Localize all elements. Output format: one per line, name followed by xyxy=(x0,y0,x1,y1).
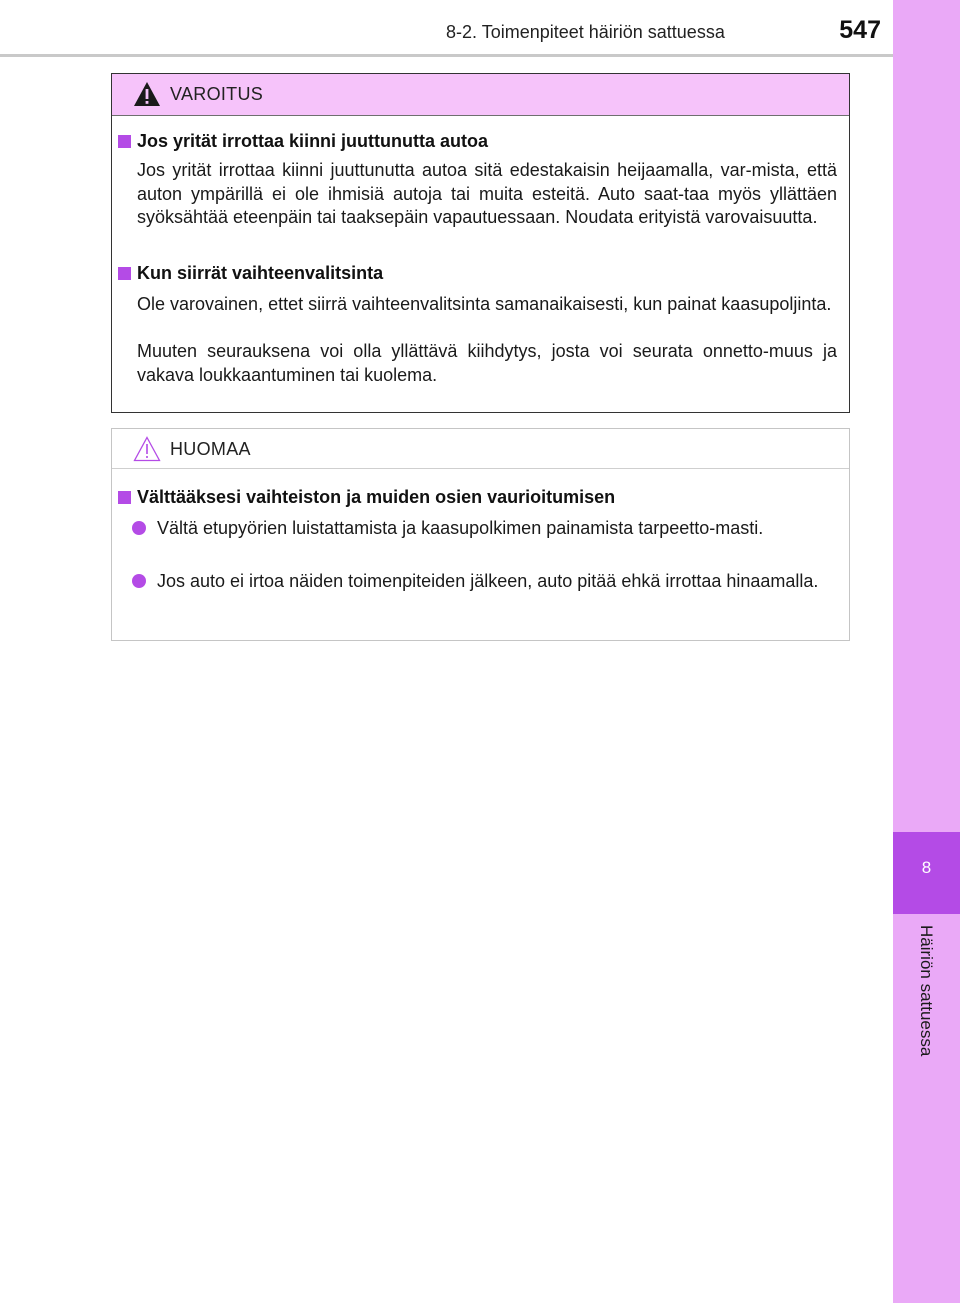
chapter-side-tab xyxy=(893,0,960,1303)
notice-section-heading: Välttääksesi vaihteiston ja muiden osien vaurioitumisen xyxy=(118,487,615,508)
section-square-icon xyxy=(118,135,131,148)
warning-triangle-outline-icon xyxy=(132,435,162,463)
list-item: Jos auto ei irtoa näiden toimenpiteiden jälkeen, auto pitää ehkä irrottaa hinaamalla. xyxy=(132,570,841,594)
page-number: 547 xyxy=(839,16,881,44)
warning-section-heading: Jos yrität irrottaa kiinni juuttunutta autoa xyxy=(118,131,488,152)
chapter-number-tab xyxy=(893,832,960,914)
section-header-title: 8-2. Toimenpiteet häiriön sattuessa xyxy=(446,22,725,42)
list-item: Vältä etupyörien luistattamista ja kaasupolkimen painamista tarpeetto-masti. xyxy=(132,517,841,541)
warning-triangle-filled-icon xyxy=(132,80,162,108)
chapter-number: 8 xyxy=(921,858,932,877)
warning-box xyxy=(111,73,850,413)
warning-title: VAROITUS xyxy=(170,84,264,104)
chapter-label: Häiriön sattuessa xyxy=(917,925,936,1057)
warning-section-paragraph: Muuten seurauksena voi olla yllättävä kiihdytys, josta voi seurata onnetto-muus ja vakava loukkaantuminen tai kuolema. xyxy=(137,341,837,385)
notice-box xyxy=(111,428,850,641)
section-square-icon xyxy=(118,267,131,280)
page-header xyxy=(0,0,893,58)
bullet-dot-icon xyxy=(132,521,146,535)
warning-section-paragraph: Ole varovainen, ettet siirrä vaihteenvalitsinta samanaikaisesti, kun painat kaasupoljinta. xyxy=(137,294,832,314)
section-square-icon xyxy=(118,491,131,504)
bullet-dot-icon xyxy=(132,574,146,588)
warning-section-paragraph: Jos yrität irrottaa kiinni juuttunutta autoa sitä edestakaisin heijaamalla, var-mista, että auton ympärillä ei ole ihmisiä autoja tai muita esteitä. Auto saat-taa myös yllättäen syöksähtää eteenpäin tai taaksepäin vapautuessaan. Noudata erityistä varovaisuutta. xyxy=(137,160,837,227)
notice-title: HUOMAA xyxy=(170,439,251,459)
header-divider xyxy=(0,54,893,57)
notice-box-header xyxy=(112,429,849,469)
warning-box-header xyxy=(112,74,849,116)
chapter-label-container xyxy=(905,925,945,1095)
warning-section-heading: Kun siirrät vaihteenvalitsinta xyxy=(118,263,383,284)
